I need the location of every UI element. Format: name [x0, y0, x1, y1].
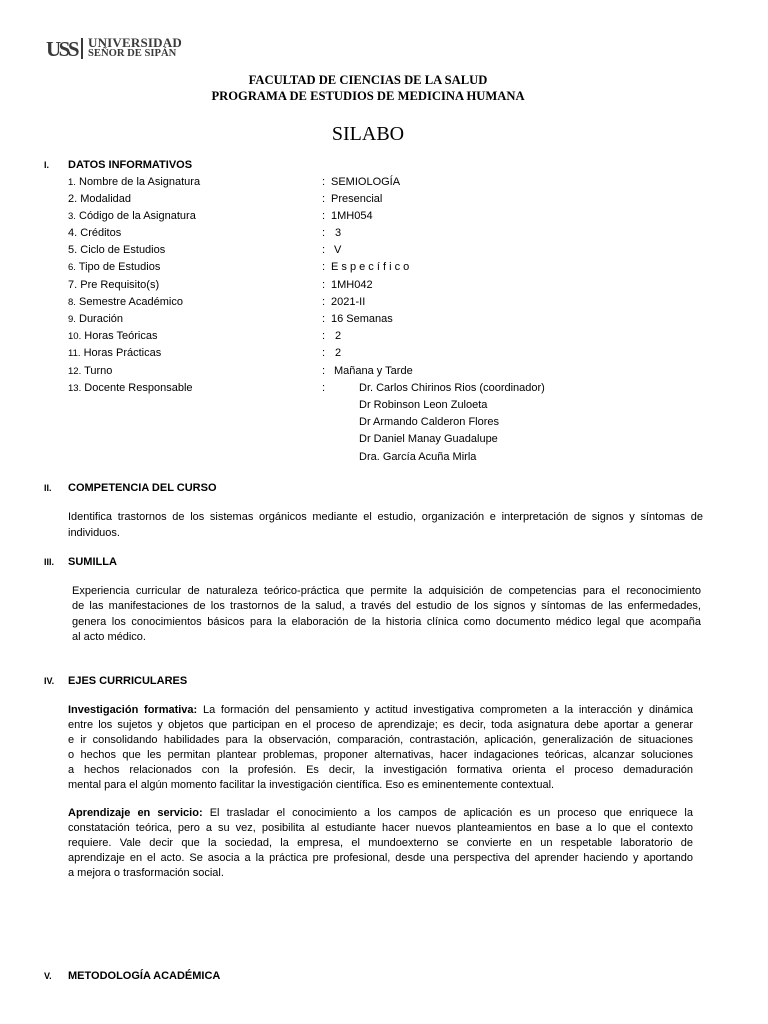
item-number: 1. — [68, 176, 76, 188]
item-label: Semestre Académico — [79, 295, 183, 308]
item-value: Mañana y Tarde — [334, 364, 413, 377]
item-label: Modalidad — [80, 192, 132, 205]
item-value: 1MH042 — [331, 278, 373, 291]
university-logo-mark — [46, 36, 80, 60]
paragraph-text: La formación del pensamiento y actitud investigativa comprometen a la interacción y dinámica — [202, 703, 693, 716]
paragraph-line — [68, 806, 693, 821]
paragraph-line: e ir consolidando habilidades para la observación, comparación, contrastación, aplicación, generalización de situaciones — [68, 733, 693, 746]
section-number: I. — [44, 160, 50, 170]
paragraph-line — [68, 703, 693, 718]
separator: : — [322, 313, 326, 325]
item-number: 5. — [68, 244, 78, 257]
program-heading: PROGRAMA DE ESTUDIOS DE MEDICINA HUMANA — [211, 89, 525, 103]
separator: : — [322, 364, 326, 377]
separator: : — [322, 347, 326, 360]
info-row-creditos — [68, 225, 708, 242]
logo-university-name: UNIVERSIDAD — [88, 35, 182, 50]
item-value: 16 Semanas — [331, 313, 393, 325]
item-label: Ciclo de Estudios — [80, 244, 166, 257]
info-row-modalidad — [68, 191, 708, 208]
sumilla-paragraph — [72, 584, 701, 645]
item-label: Pre Requisito(s) — [80, 278, 160, 291]
item-value: 2 — [335, 347, 342, 360]
investigacion-formativa-paragraph — [68, 703, 693, 793]
section-title-ejes: EJES CURRICULARES — [68, 675, 188, 687]
info-row-docente-extra — [68, 397, 708, 414]
info-row-horas-practicas — [68, 345, 708, 362]
separator: : — [322, 261, 326, 274]
item-number: 8. — [68, 296, 76, 308]
paragraph-line: o hechos que les permitan plantear problemas, proponer alternativas, hacer indagaciones teóricas, alcanzar soluciones — [68, 748, 693, 761]
item-label: Horas Teóricas — [84, 330, 158, 343]
paragraph-line: genera los conocimientos básicos para la elaboración de la historia clínica como documento médico legal que acompaña — [72, 615, 701, 628]
item-label: Docente Responsable — [84, 381, 193, 394]
item-number: 12. — [68, 365, 82, 377]
section-number: II. — [44, 483, 52, 493]
separator: : — [322, 175, 326, 188]
paragraph-line: Identifica trastornos de los sistemas orgánicos mediante el estudio, organización e interpretación de signos y síntomas de — [68, 511, 703, 523]
paragraph-line: a mejora o trasformación social. — [68, 866, 224, 879]
section-number: III. — [44, 557, 55, 567]
item-number: 2. — [68, 192, 78, 205]
section-number: V. — [44, 971, 52, 981]
section-title-sumilla: SUMILLA — [68, 556, 117, 568]
separator: : — [322, 381, 326, 394]
item-label: Turno — [84, 364, 113, 377]
logo-divider — [81, 38, 83, 59]
info-row-tipo — [68, 259, 708, 276]
item-number: 3. — [68, 210, 76, 222]
info-row-codigo — [68, 208, 708, 225]
docente-name: Dr. Carlos Chirinos Rios (coordinador) — [359, 381, 545, 394]
item-number: 7. — [68, 278, 78, 291]
item-label: Nombre de la Asignatura — [79, 175, 201, 188]
paragraph-line: entre los sujetos y objetos que participan en el proceso de aprendizaje; es decir, toda asignatura debe aportar a generar — [68, 718, 693, 731]
paragraph-line: Experiencia curricular de naturaleza teórico-práctica que permite la adquisición de competencias para el reconocimiento — [72, 585, 701, 597]
paragraph-line: de las manifestaciones de los trastornos de la salud, a través del estudio de los signos y síntomas de las enfermedades, — [72, 600, 701, 613]
item-label: Tipo de Estudios — [78, 261, 161, 274]
info-row-semestre — [68, 294, 708, 311]
item-number: 11. — [68, 348, 81, 360]
info-row-prerequisito — [68, 277, 708, 294]
item-number: 9. — [68, 314, 76, 325]
item-value: 2 — [335, 330, 342, 343]
paragraph-lead: Investigación formativa: — [68, 703, 198, 716]
item-value: Presencial — [331, 192, 383, 205]
datos-informativos-list — [68, 174, 708, 466]
section-title-metodologia: METODOLOGÍA ACADÉMICA — [68, 970, 221, 982]
item-value: 3 — [335, 227, 342, 240]
logo-university-subname: SEÑOR DE SIPÁN — [88, 47, 177, 59]
docente-name: Dr Armando Calderon Flores — [359, 416, 500, 429]
info-row-docente-extra — [68, 414, 708, 431]
info-row-nombre — [68, 174, 708, 191]
item-number: 13. — [68, 382, 82, 394]
info-row-horas-teoricas — [68, 328, 708, 345]
separator: : — [322, 244, 326, 257]
paragraph-text: El trasladar el conocimiento a los campos de aplicación es un proceso que enriquece la — [209, 806, 693, 819]
item-label: Créditos — [80, 227, 122, 240]
document-title: SILABO — [331, 123, 405, 145]
item-value: E s p e c í f i c o — [331, 261, 410, 274]
paragraph-line: requiere. Vale decir que la sociedad, la empresa, el mundoexterno se convierte en un respetable laboratorio de — [68, 836, 693, 849]
docente-name: Dr Robinson Leon Zuloeta — [359, 398, 488, 411]
item-value: SEMIOLOGÍA — [331, 175, 401, 188]
item-label: Código de la Asignatura — [79, 209, 196, 222]
separator: : — [322, 278, 326, 291]
section-number: IV. — [44, 676, 55, 686]
paragraph-line: mental para el algún momento facilitar la investigación científica. Eso es eminentemente contextual. — [68, 778, 555, 791]
paragraph-line: individuos. — [68, 527, 120, 539]
info-row-docente-extra — [68, 449, 708, 466]
item-value: 2021-II — [331, 295, 366, 308]
paragraph-line: a hechos relacionados con la profesión. Es decir, la investigación formativa orienta el proceso demaduración — [68, 763, 693, 776]
docente-name: Dra. García Acuña Mirla — [359, 450, 477, 463]
info-row-docente — [68, 380, 708, 397]
info-row-docente-extra — [68, 431, 708, 448]
competencia-paragraph — [68, 509, 703, 541]
logo-lettering: USS — [46, 37, 78, 60]
aprendizaje-servicio-paragraph — [68, 806, 693, 881]
item-number: 10. — [68, 331, 82, 343]
item-label: Duración — [79, 313, 124, 325]
info-row-duracion — [68, 311, 708, 328]
info-row-turno — [68, 363, 708, 380]
paragraph-line: constatación teórica, pero a su vez, posibilita al estudiante hacer nuevos planteamientos en base a lo que el contexto — [68, 821, 693, 834]
paragraph-lead: Aprendizaje en servicio: — [68, 806, 203, 819]
section-title-competencia: COMPETENCIA DEL CURSO — [68, 482, 217, 494]
separator: : — [322, 209, 326, 222]
info-row-ciclo — [68, 242, 708, 259]
paragraph-line: aprendizaje en el acto. Se asocia a la práctica pre profesional, desde una perspectiva del aprender haciendo y aportando — [68, 851, 693, 864]
separator: : — [322, 330, 326, 343]
item-label: Horas Prácticas — [83, 347, 162, 360]
item-value: 1MH054 — [331, 209, 373, 222]
docente-name: Dr Daniel Manay Guadalupe — [359, 433, 498, 446]
separator: : — [322, 192, 326, 205]
item-number: 6. — [68, 262, 76, 274]
item-value: V — [334, 244, 342, 257]
paragraph-line: al acto médico. — [72, 630, 146, 643]
faculty-heading: FACULTAD DE CIENCIAS DE LA SALUD — [248, 73, 488, 87]
separator: : — [322, 227, 326, 240]
item-number: 4. — [68, 227, 78, 240]
section-title-datos: DATOS INFORMATIVOS — [68, 159, 193, 171]
separator: : — [322, 295, 326, 308]
